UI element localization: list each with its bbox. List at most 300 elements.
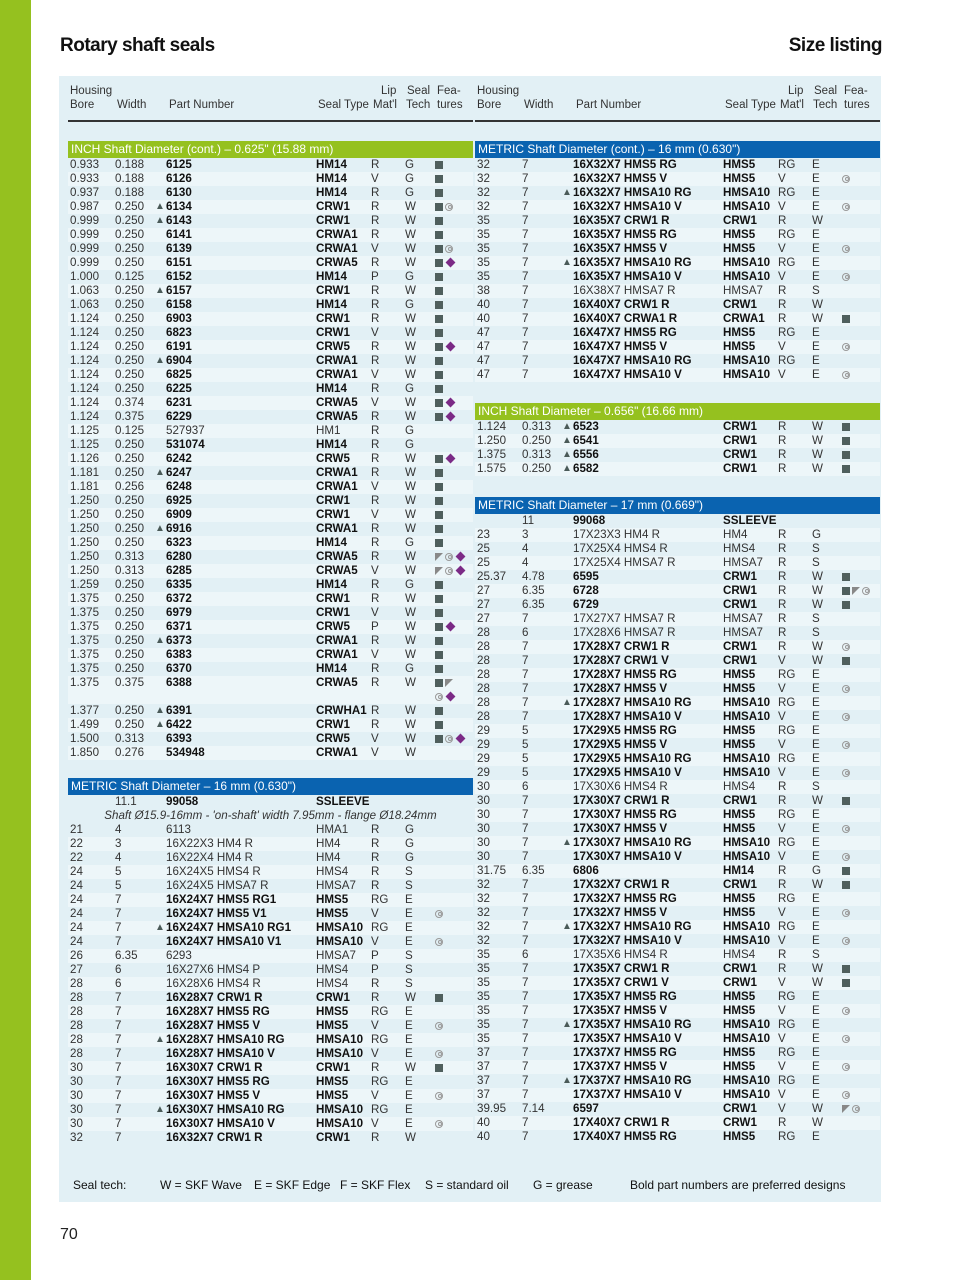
- housing-bore: 1.124: [70, 368, 100, 381]
- lip-material: R: [371, 214, 380, 227]
- width: 0.250: [115, 508, 145, 521]
- features-cell: [842, 934, 852, 948]
- circle-target-icon: [445, 203, 453, 211]
- housing-bore: 24: [70, 879, 83, 892]
- lip-material: R: [778, 626, 787, 639]
- part-number: 16X24X7 HMS5 V1: [166, 907, 267, 920]
- section-header: METRIC Shaft Diameter (cont.) – 16 mm (0.630"): [475, 141, 880, 158]
- lip-material: RG: [778, 256, 796, 269]
- part-number: 6151: [166, 256, 192, 269]
- circle-target-icon: [842, 769, 850, 777]
- seal-type: CRWA1: [316, 368, 358, 381]
- table-row: [475, 1004, 880, 1018]
- part-number: 6383: [166, 648, 192, 661]
- lip-material: R: [371, 298, 380, 311]
- seal-tech: W: [405, 564, 416, 577]
- seal-type: SSLEEVE: [723, 514, 777, 527]
- part-number: 6134: [166, 200, 192, 213]
- seal-type: HMS5: [723, 326, 756, 339]
- part-number: 6141: [166, 228, 192, 241]
- lip-material: V: [778, 270, 786, 283]
- lip-material: RG: [778, 808, 796, 821]
- lip-material: R: [778, 420, 787, 433]
- lip-material: R: [371, 676, 380, 689]
- seal-tech: W: [812, 570, 823, 583]
- seal-tech: W: [405, 718, 416, 731]
- seal-type: CRW1: [723, 420, 757, 433]
- seal-tech: W: [405, 256, 416, 269]
- part-number: 17X30X7 HMSA10 RG: [573, 836, 692, 849]
- seal-tech: W: [812, 420, 823, 433]
- square-icon: [842, 979, 850, 987]
- square-icon: [435, 539, 443, 547]
- part-number: 6916: [166, 522, 192, 535]
- features-cell: [435, 1019, 445, 1033]
- width: 0.250: [115, 256, 145, 269]
- square-icon: [435, 161, 443, 169]
- seal-tech: G: [812, 864, 822, 877]
- lip-material: R: [371, 466, 380, 479]
- features-cell: [435, 1117, 445, 1131]
- table-row: [475, 976, 880, 990]
- part-number: 6373: [166, 634, 192, 647]
- housing-bore: 47: [477, 326, 490, 339]
- features-cell: [435, 907, 445, 921]
- circle-target-icon: [435, 1092, 443, 1100]
- square-icon: [435, 609, 443, 617]
- seal-tech: S: [405, 977, 413, 990]
- seal-type: CRWA5: [316, 564, 358, 577]
- part-number: 16X32X7 HMSA10 V: [573, 200, 682, 213]
- table-row: [475, 186, 880, 200]
- table-row: [475, 448, 880, 462]
- lip-material: R: [778, 462, 787, 475]
- table-row: [68, 186, 473, 200]
- table-row: [68, 662, 473, 676]
- seal-type: HMSA7: [723, 612, 763, 625]
- table-row: [475, 598, 880, 612]
- part-number: 17X23X3 HM4 R: [573, 528, 660, 541]
- width: 7: [522, 312, 529, 325]
- table-row: [68, 592, 473, 606]
- width: 7: [522, 214, 529, 227]
- seal-tech: S: [812, 626, 820, 639]
- seal-tech: S: [405, 865, 413, 878]
- square-icon: [842, 657, 850, 665]
- square-icon: [435, 1064, 443, 1072]
- housing-bore: 25.37: [477, 570, 507, 583]
- seal-tech: W: [405, 466, 416, 479]
- housing-bore: 47: [477, 368, 490, 381]
- housing-bore: 1.124: [70, 382, 100, 395]
- width: 7: [522, 934, 529, 947]
- features-cell: [842, 1060, 852, 1074]
- legend-edge: E = SKF Edge: [254, 1178, 331, 1192]
- width: 0.250: [115, 704, 145, 717]
- circle-target-icon: [862, 587, 870, 595]
- housing-bore: 32: [477, 172, 490, 185]
- seal-tech: W: [812, 962, 823, 975]
- part-number: 6541: [573, 434, 599, 447]
- housing-bore: 1.063: [70, 284, 100, 297]
- width: 7: [522, 340, 529, 353]
- width: 7: [522, 682, 529, 695]
- part-number: 17X28X7 CRW1 R: [573, 640, 670, 653]
- section-header: METRIC Shaft Diameter – 16 mm (0.630"): [68, 778, 473, 795]
- seal-tech: W: [405, 494, 416, 507]
- features-cell: [435, 382, 445, 396]
- lip-material: P: [371, 949, 379, 962]
- table-row: [68, 1103, 473, 1117]
- section-title: Size listing: [788, 35, 882, 56]
- width: 0.250: [115, 284, 145, 297]
- width: 7: [522, 1046, 529, 1059]
- lip-material: R: [371, 823, 380, 836]
- lip-material: R: [371, 340, 380, 353]
- part-number: 17X35X7 HMSA10 RG: [573, 1018, 692, 1031]
- diamond-icon: [446, 412, 456, 422]
- legend-standard-oil: S = standard oil: [425, 1178, 509, 1192]
- part-number: 17X25X4 HMS4 R: [573, 542, 668, 555]
- table-row: [475, 822, 880, 836]
- seal-type: HM14: [316, 172, 347, 185]
- section-rows: [475, 158, 880, 382]
- table-row: [68, 550, 473, 564]
- header-part-number: Part Number: [169, 99, 235, 111]
- square-icon: [435, 343, 443, 351]
- square-icon: [435, 189, 443, 197]
- triangle-up-icon: ▲: [155, 1034, 165, 1045]
- lip-material: RG: [778, 892, 796, 905]
- header-divider: [68, 120, 473, 122]
- seal-type: HMSA10: [723, 696, 771, 709]
- part-number: 16X32X7 CRW1 R: [166, 1131, 263, 1144]
- seal-type: HMS5: [723, 158, 756, 171]
- features-cell: [842, 598, 852, 612]
- housing-bore: 30: [477, 780, 490, 793]
- seal-type: HM14: [316, 382, 347, 395]
- square-icon: [435, 329, 443, 337]
- lip-material: RG: [371, 1033, 389, 1046]
- part-number: 17X32X7 HMSA10 RG: [573, 920, 692, 933]
- housing-bore: 1.499: [70, 718, 100, 731]
- table-row: [475, 326, 880, 340]
- width: 0.313: [522, 448, 552, 461]
- table-row: [68, 879, 473, 893]
- features-cell: [842, 976, 852, 990]
- seal-tech: E: [812, 920, 820, 933]
- circle-target-icon: [445, 567, 453, 575]
- housing-bore: 22: [70, 851, 83, 864]
- width: 0.250: [522, 462, 552, 475]
- square-icon: [435, 385, 443, 393]
- seal-tech: W: [405, 340, 416, 353]
- width: 7: [115, 1131, 122, 1144]
- width: 7: [522, 298, 529, 311]
- part-number: 6825: [166, 368, 192, 381]
- square-icon: [435, 203, 443, 211]
- width: 0.250: [115, 620, 145, 633]
- lip-material: R: [778, 1116, 787, 1129]
- seal-tech: E: [812, 228, 820, 241]
- housing-bore: 28: [477, 696, 490, 709]
- triangle-up-icon: ▲: [562, 921, 572, 932]
- seal-tech: G: [405, 424, 415, 437]
- triangle-corner-icon: [445, 679, 453, 687]
- column-headers: [475, 76, 880, 120]
- circle-target-icon: [842, 273, 850, 281]
- seal-type: HM14: [316, 536, 347, 549]
- table-row: [68, 312, 473, 326]
- table-row: [68, 424, 473, 438]
- housing-bore: 40: [477, 1116, 490, 1129]
- table-row: [68, 837, 473, 851]
- housing-bore: 30: [70, 1117, 83, 1130]
- seal-tech: E: [812, 724, 820, 737]
- seal-type: HM14: [316, 298, 347, 311]
- table-row: [475, 462, 880, 476]
- part-number: 6152: [166, 270, 192, 283]
- width: 7: [115, 991, 122, 1004]
- seal-type: HMS5: [723, 990, 756, 1003]
- width: 7: [115, 1117, 122, 1130]
- square-icon: [435, 525, 443, 533]
- features-cell: [842, 172, 852, 186]
- housing-bore: 30: [70, 1089, 83, 1102]
- lip-material: R: [371, 438, 380, 451]
- seal-tech: E: [812, 738, 820, 751]
- seal-tech: E: [812, 934, 820, 947]
- header-tures: tures: [437, 99, 463, 111]
- table-row: [475, 892, 880, 906]
- seal-tech: W: [405, 214, 416, 227]
- width: 0.250: [115, 214, 145, 227]
- lip-material: R: [371, 452, 380, 465]
- square-icon: [435, 455, 443, 463]
- lip-material: V: [371, 508, 379, 521]
- header-tech: Tech: [406, 99, 431, 111]
- seal-tech: W: [812, 794, 823, 807]
- seal-type: CRWA1: [316, 648, 358, 661]
- table-row: [68, 326, 473, 340]
- side-accent-bar: [0, 0, 31, 1280]
- housing-bore: 35: [477, 270, 490, 283]
- seal-tech: G: [405, 158, 415, 171]
- square-icon: [842, 587, 850, 595]
- lip-material: V: [778, 976, 786, 989]
- triangle-up-icon: ▲: [562, 463, 572, 474]
- seal-tech: E: [812, 850, 820, 863]
- header-tures: tures: [844, 99, 870, 111]
- table-row: [68, 1089, 473, 1103]
- part-number: 6523: [573, 420, 599, 433]
- part-number: 17X37X7 HMS5 V: [573, 1060, 668, 1073]
- width: 7: [522, 1018, 529, 1031]
- housing-bore: 24: [70, 921, 83, 934]
- triangle-up-icon: ▲: [562, 421, 572, 432]
- square-icon: [842, 965, 850, 973]
- seal-type: CRW1: [316, 214, 350, 227]
- housing-bore: 1.375: [70, 662, 100, 675]
- seal-type: HM14: [316, 270, 347, 283]
- width: 7: [522, 1088, 529, 1101]
- table-row: [475, 962, 880, 976]
- section-header: METRIC Shaft Diameter – 17 mm (0.669"): [475, 497, 880, 514]
- part-number: 6556: [573, 448, 599, 461]
- features-cell: [435, 368, 445, 382]
- lip-material: RG: [778, 668, 796, 681]
- part-number: 6335: [166, 578, 192, 591]
- part-number: 17X35X7 CRW1 R: [573, 962, 670, 975]
- seal-type: CRW1: [723, 640, 757, 653]
- width: 4: [522, 542, 529, 555]
- table-row: [68, 298, 473, 312]
- width: 6.35: [522, 864, 545, 877]
- features-cell: [435, 704, 445, 718]
- lip-material: R: [371, 991, 380, 1004]
- housing-bore: 1.126: [70, 452, 100, 465]
- width: 5: [522, 766, 529, 779]
- housing-bore: 29: [477, 724, 490, 737]
- seal-type: HMSA10: [316, 1103, 364, 1116]
- width: 0.250: [115, 634, 145, 647]
- table-row: [68, 851, 473, 865]
- part-number: 16X32X7 HMS5 RG: [573, 158, 677, 171]
- seal-tech: E: [812, 1060, 820, 1073]
- housing-bore: 28: [477, 682, 490, 695]
- lip-material: R: [778, 434, 787, 447]
- triangle-up-icon: ▲: [155, 719, 165, 730]
- seal-tech: E: [812, 1004, 820, 1017]
- circle-target-icon: [842, 1063, 850, 1071]
- seal-tech: W: [405, 508, 416, 521]
- seal-tech: W: [405, 200, 416, 213]
- lip-material: R: [371, 704, 380, 717]
- lip-material: V: [371, 648, 379, 661]
- width: 0.188: [115, 172, 145, 185]
- triangle-up-icon: ▲: [562, 1075, 572, 1086]
- housing-bore: 29: [477, 738, 490, 751]
- seal-tech: E: [812, 256, 820, 269]
- seal-type: HMS5: [316, 893, 349, 906]
- lip-material: R: [371, 865, 380, 878]
- seal-tech: E: [405, 893, 413, 906]
- part-number: 17X27X7 HMSA7 R: [573, 612, 676, 625]
- seal-tech: S: [812, 612, 820, 625]
- right-table-body: [475, 141, 880, 1144]
- part-number: 6371: [166, 620, 192, 633]
- seal-type: CRW1: [316, 718, 350, 731]
- square-icon: [842, 451, 850, 459]
- seal-type: CRW1: [316, 312, 350, 325]
- seal-tech: W: [405, 284, 416, 297]
- seal-type: CRW1: [723, 794, 757, 807]
- seal-tech: G: [405, 823, 415, 836]
- diamond-icon: [446, 342, 456, 352]
- width: 0.375: [115, 676, 145, 689]
- housing-bore: 1.125: [70, 424, 100, 437]
- seal-tech: S: [812, 556, 820, 569]
- table-row: [475, 906, 880, 920]
- features-cell: [435, 578, 445, 592]
- housing-bore: 29: [477, 766, 490, 779]
- seal-type: CRW1: [723, 976, 757, 989]
- table-row: [68, 536, 473, 550]
- seal-type: HMS5: [316, 1075, 349, 1088]
- width: 7: [522, 284, 529, 297]
- housing-bore: 32: [477, 200, 490, 213]
- table-row: [68, 396, 473, 410]
- housing-bore: 35: [477, 962, 490, 975]
- part-number: 16X22X4 HM4 R: [166, 851, 253, 864]
- header-housing: Housing: [477, 85, 520, 97]
- width: 7: [115, 1089, 122, 1102]
- seal-tech: W: [405, 732, 416, 745]
- seal-tech: W: [405, 396, 416, 409]
- seal-type: CRWA5: [316, 256, 358, 269]
- table-row: [68, 480, 473, 494]
- square-icon: [435, 651, 443, 659]
- table-row: [68, 340, 473, 354]
- table-row: [475, 242, 880, 256]
- housing-bore: 30: [70, 1075, 83, 1088]
- width: 0.250: [115, 606, 145, 619]
- width: 0.374: [115, 396, 145, 409]
- lip-material: R: [371, 550, 380, 563]
- features-cell: [842, 710, 852, 724]
- square-icon: [435, 287, 443, 295]
- features-cell: [435, 991, 445, 1005]
- part-number: 17X29X5 HMS5 RG: [573, 724, 677, 737]
- housing-bore: 28: [70, 1047, 83, 1060]
- circle-target-icon: [842, 203, 850, 211]
- part-number: 16X38X7 HMSA7 R: [573, 284, 676, 297]
- table-row: [475, 836, 880, 850]
- square-icon: [435, 994, 443, 1002]
- housing-bore: 35: [477, 242, 490, 255]
- seal-tech: E: [812, 1088, 820, 1101]
- housing-bore: 35: [477, 948, 490, 961]
- table-row: [475, 1102, 880, 1116]
- part-number: 6125: [166, 158, 192, 171]
- seal-tech: E: [812, 172, 820, 185]
- square-icon: [435, 175, 443, 183]
- square-icon: [842, 797, 850, 805]
- part-number: 17X30X7 CRW1 R: [573, 794, 670, 807]
- seal-tech: W: [405, 480, 416, 493]
- part-number: 16X35X7 HMSA10 V: [573, 270, 682, 283]
- seal-type: HM14: [316, 662, 347, 675]
- seal-tech: W: [405, 592, 416, 605]
- width: 0.125: [115, 424, 145, 437]
- features-cell: [842, 794, 852, 808]
- width: 7: [522, 976, 529, 989]
- seal-tech: W: [812, 434, 823, 447]
- table-row: [68, 1047, 473, 1061]
- lip-material: RG: [371, 1103, 389, 1116]
- page-number: 70: [60, 1226, 78, 1243]
- seal-tech: G: [405, 172, 415, 185]
- lip-material: RG: [778, 1074, 796, 1087]
- table-row: [475, 738, 880, 752]
- circle-target-icon: [842, 825, 850, 833]
- width: 0.250: [115, 368, 145, 381]
- square-icon: [435, 245, 443, 253]
- seal-tech: W: [405, 746, 416, 759]
- housing-bore: 0.999: [70, 256, 100, 269]
- width: 0.250: [115, 592, 145, 605]
- lip-material: R: [778, 948, 787, 961]
